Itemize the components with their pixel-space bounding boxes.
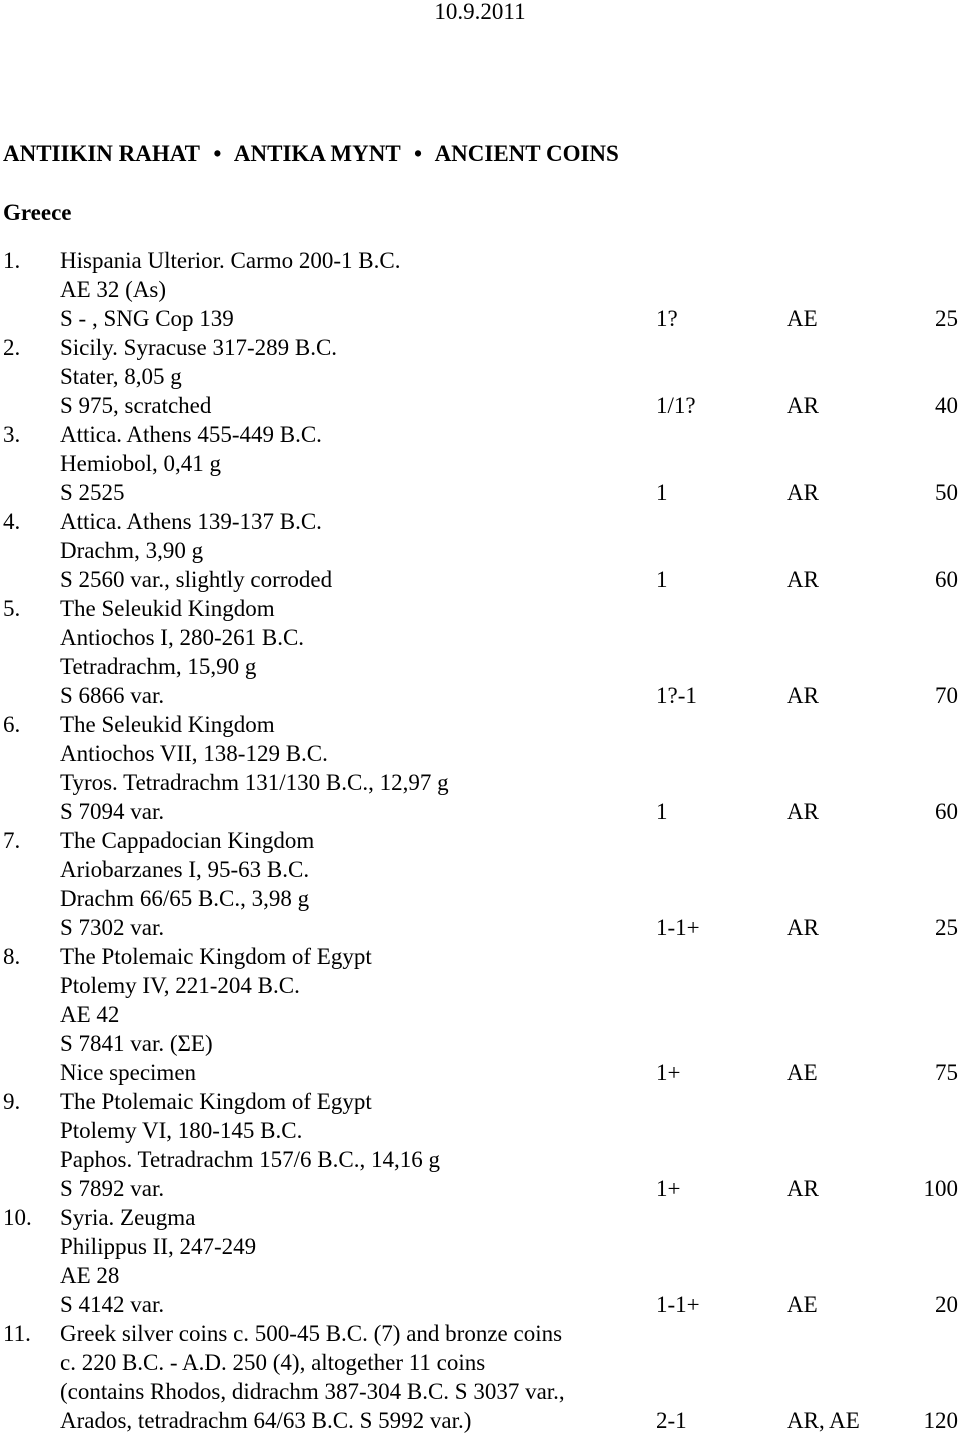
lot-description: Antiochos VII, 138-129 B.C. <box>60 741 328 766</box>
lot-list <box>0 246 960 1435</box>
lot-grade: 1 <box>656 799 668 824</box>
lot-description: Attica. Athens 139-137 B.C. <box>60 509 322 534</box>
lot-description: AE 32 (As) <box>60 277 167 302</box>
lot-description: The Seleukid Kingdom <box>60 712 275 737</box>
lot-number: 6. <box>3 712 21 737</box>
lot-description: S 6866 var. <box>60 683 165 708</box>
lot-description: Ptolemy VI, 180-145 B.C. <box>60 1118 303 1143</box>
lot-line <box>0 304 960 333</box>
lot-description: The Ptolemaic Kingdom of Egypt <box>60 1089 372 1114</box>
lot-description: Greek silver coins c. 500-45 B.C. (7) and bronze coins <box>60 1321 563 1346</box>
lot-grade: 1+ <box>656 1176 681 1201</box>
lot-entry <box>0 826 960 942</box>
lot-line <box>0 1348 960 1377</box>
lot-entry <box>0 1319 960 1435</box>
heading-separator: • <box>414 141 423 166</box>
lot-line <box>0 536 960 565</box>
lot-price: 50 <box>935 480 958 505</box>
lot-entry <box>0 507 960 594</box>
lot-line <box>0 1000 960 1029</box>
lot-entry <box>0 942 960 1087</box>
lot-line <box>0 1203 960 1232</box>
lot-line <box>0 1145 960 1174</box>
lot-description: S - , SNG Cop 139 <box>60 306 234 331</box>
lot-line <box>0 1058 960 1087</box>
lot-number: 1. <box>3 248 21 273</box>
lot-line <box>0 797 960 826</box>
lot-price: 120 <box>923 1408 958 1433</box>
lot-description: The Ptolemaic Kingdom of Egypt <box>60 944 372 969</box>
lot-line <box>0 275 960 304</box>
lot-entry <box>0 420 960 507</box>
lot-line <box>0 1232 960 1261</box>
lot-metal: AR <box>787 393 819 418</box>
lot-number: 10. <box>3 1205 32 1230</box>
lot-description: Nice specimen <box>60 1060 197 1085</box>
lot-description: Tyros. Tetradrachm 131/130 B.C., 12,97 g <box>60 770 449 795</box>
lot-number: 3. <box>3 422 21 447</box>
lot-description: S 2560 var., slightly corroded <box>60 567 333 592</box>
lot-description: S 2525 <box>60 480 125 505</box>
lot-description: Stater, 8,05 g <box>60 364 182 389</box>
lot-line <box>0 507 960 536</box>
lot-metal: AR <box>787 567 819 592</box>
lot-description: Ariobarzanes I, 95-63 B.C. <box>60 857 310 882</box>
lot-line <box>0 710 960 739</box>
lot-entry <box>0 1203 960 1319</box>
lot-line <box>0 1319 960 1348</box>
lot-line <box>0 971 960 1000</box>
lot-line <box>0 681 960 710</box>
lot-metal: AE <box>787 1292 818 1317</box>
lot-description: Paphos. Tetradrachm 157/6 B.C., 14,16 g <box>60 1147 440 1172</box>
lot-metal: AR <box>787 683 819 708</box>
lot-description: S 7841 var. (ΣΕ) <box>60 1031 213 1056</box>
lot-description: The Cappadocian Kingdom <box>60 828 315 853</box>
lot-line <box>0 246 960 275</box>
lot-line <box>0 942 960 971</box>
lot-entry <box>0 594 960 710</box>
lot-description: Hispania Ulterior. Carmo 200-1 B.C. <box>60 248 401 273</box>
lot-grade: 2-1 <box>656 1408 687 1433</box>
heading-finnish: ANTIIKIN RAHAT <box>3 141 200 166</box>
lot-line <box>0 768 960 797</box>
lot-description: Attica. Athens 455-449 B.C. <box>60 422 322 447</box>
lot-entry <box>0 710 960 826</box>
lot-number: 11. <box>3 1321 31 1346</box>
lot-grade: 1/1? <box>656 393 696 418</box>
lot-description: Drachm 66/65 B.C., 3,98 g <box>60 886 310 911</box>
lot-number: 7. <box>3 828 21 853</box>
lot-description: S 7892 var. <box>60 1176 165 1201</box>
lot-line <box>0 652 960 681</box>
lot-metal: AE <box>787 306 818 331</box>
lot-line <box>0 1029 960 1058</box>
lot-line <box>0 1377 960 1406</box>
lot-price: 75 <box>935 1060 958 1085</box>
lot-line <box>0 739 960 768</box>
lot-grade: 1+ <box>656 1060 681 1085</box>
lot-grade: 1 <box>656 480 668 505</box>
page-date: 10.9.2011 <box>434 0 526 24</box>
lot-metal: AR <box>787 915 819 940</box>
lot-price: 20 <box>935 1292 958 1317</box>
lot-description: Syria. Zeugma <box>60 1205 196 1230</box>
lot-line <box>0 913 960 942</box>
lot-line <box>0 1406 960 1435</box>
lot-line <box>0 1261 960 1290</box>
lot-number: 5. <box>3 596 21 621</box>
lot-description: AE 28 <box>60 1263 120 1288</box>
lot-description: Drachm, 3,90 g <box>60 538 204 563</box>
lot-line <box>0 884 960 913</box>
lot-price: 60 <box>935 799 958 824</box>
lot-line <box>0 826 960 855</box>
section-title: Greece <box>3 200 72 225</box>
lot-number: 9. <box>3 1089 21 1114</box>
lot-description: Arados, tetradrachm 64/63 B.C. S 5992 var.) <box>60 1408 472 1433</box>
lot-line <box>0 391 960 420</box>
lot-line <box>0 1290 960 1319</box>
lot-description: Hemiobol, 0,41 g <box>60 451 221 476</box>
lot-grade: 1-1+ <box>656 1292 700 1317</box>
lot-price: 70 <box>935 683 958 708</box>
lot-grade: 1? <box>656 306 678 331</box>
lot-line <box>0 449 960 478</box>
lot-metal: AR <box>787 1176 819 1201</box>
lot-line <box>0 478 960 507</box>
lot-metal: AR, AE <box>787 1408 860 1433</box>
lot-description: The Seleukid Kingdom <box>60 596 275 621</box>
lot-entry <box>0 246 960 333</box>
lot-grade: 1?-1 <box>656 683 697 708</box>
lot-price: 40 <box>935 393 958 418</box>
lot-number: 4. <box>3 509 21 534</box>
heading-english: ANCIENT COINS <box>434 141 619 166</box>
lot-metal: AR <box>787 799 819 824</box>
lot-entry <box>0 333 960 420</box>
lot-price: 100 <box>923 1176 958 1201</box>
lot-line <box>0 1174 960 1203</box>
lot-line <box>0 1087 960 1116</box>
lot-line <box>0 855 960 884</box>
lot-description: S 7302 var. <box>60 915 165 940</box>
lot-number: 2. <box>3 335 21 360</box>
lot-price: 25 <box>935 915 958 940</box>
lot-description: Antiochos I, 280-261 B.C. <box>60 625 305 650</box>
lot-description: Sicily. Syracuse 317-289 B.C. <box>60 335 338 360</box>
lot-description: Ptolemy IV, 221-204 B.C. <box>60 973 300 998</box>
lot-price: 60 <box>935 567 958 592</box>
lot-number: 8. <box>3 944 21 969</box>
lot-line <box>0 565 960 594</box>
lot-description: c. 220 B.C. - A.D. 250 (4), altogether 11 coins <box>60 1350 486 1375</box>
heading-separator: • <box>213 141 222 166</box>
lot-grade: 1 <box>656 567 668 592</box>
lot-description: Tetradrachm, 15,90 g <box>60 654 257 679</box>
lot-description: S 975, scratched <box>60 393 212 418</box>
lot-line <box>0 333 960 362</box>
lot-grade: 1-1+ <box>656 915 700 940</box>
lot-description: AE 42 <box>60 1002 120 1027</box>
lot-entry <box>0 1087 960 1203</box>
lot-line <box>0 594 960 623</box>
lot-line <box>0 623 960 652</box>
lot-price: 25 <box>935 306 958 331</box>
lot-line <box>0 1116 960 1145</box>
lot-description: Philippus II, 247-249 <box>60 1234 257 1259</box>
lot-metal: AR <box>787 480 819 505</box>
lot-description: S 4142 var. <box>60 1292 165 1317</box>
lot-line <box>0 420 960 449</box>
lot-line <box>0 362 960 391</box>
catalog-heading <box>3 140 619 168</box>
heading-swedish: ANTIKA MYNT <box>233 141 401 166</box>
lot-description: (contains Rhodos, didrachm 387-304 B.C. S 3037 var., <box>60 1379 565 1404</box>
lot-metal: AE <box>787 1060 818 1085</box>
lot-description: S 7094 var. <box>60 799 165 824</box>
